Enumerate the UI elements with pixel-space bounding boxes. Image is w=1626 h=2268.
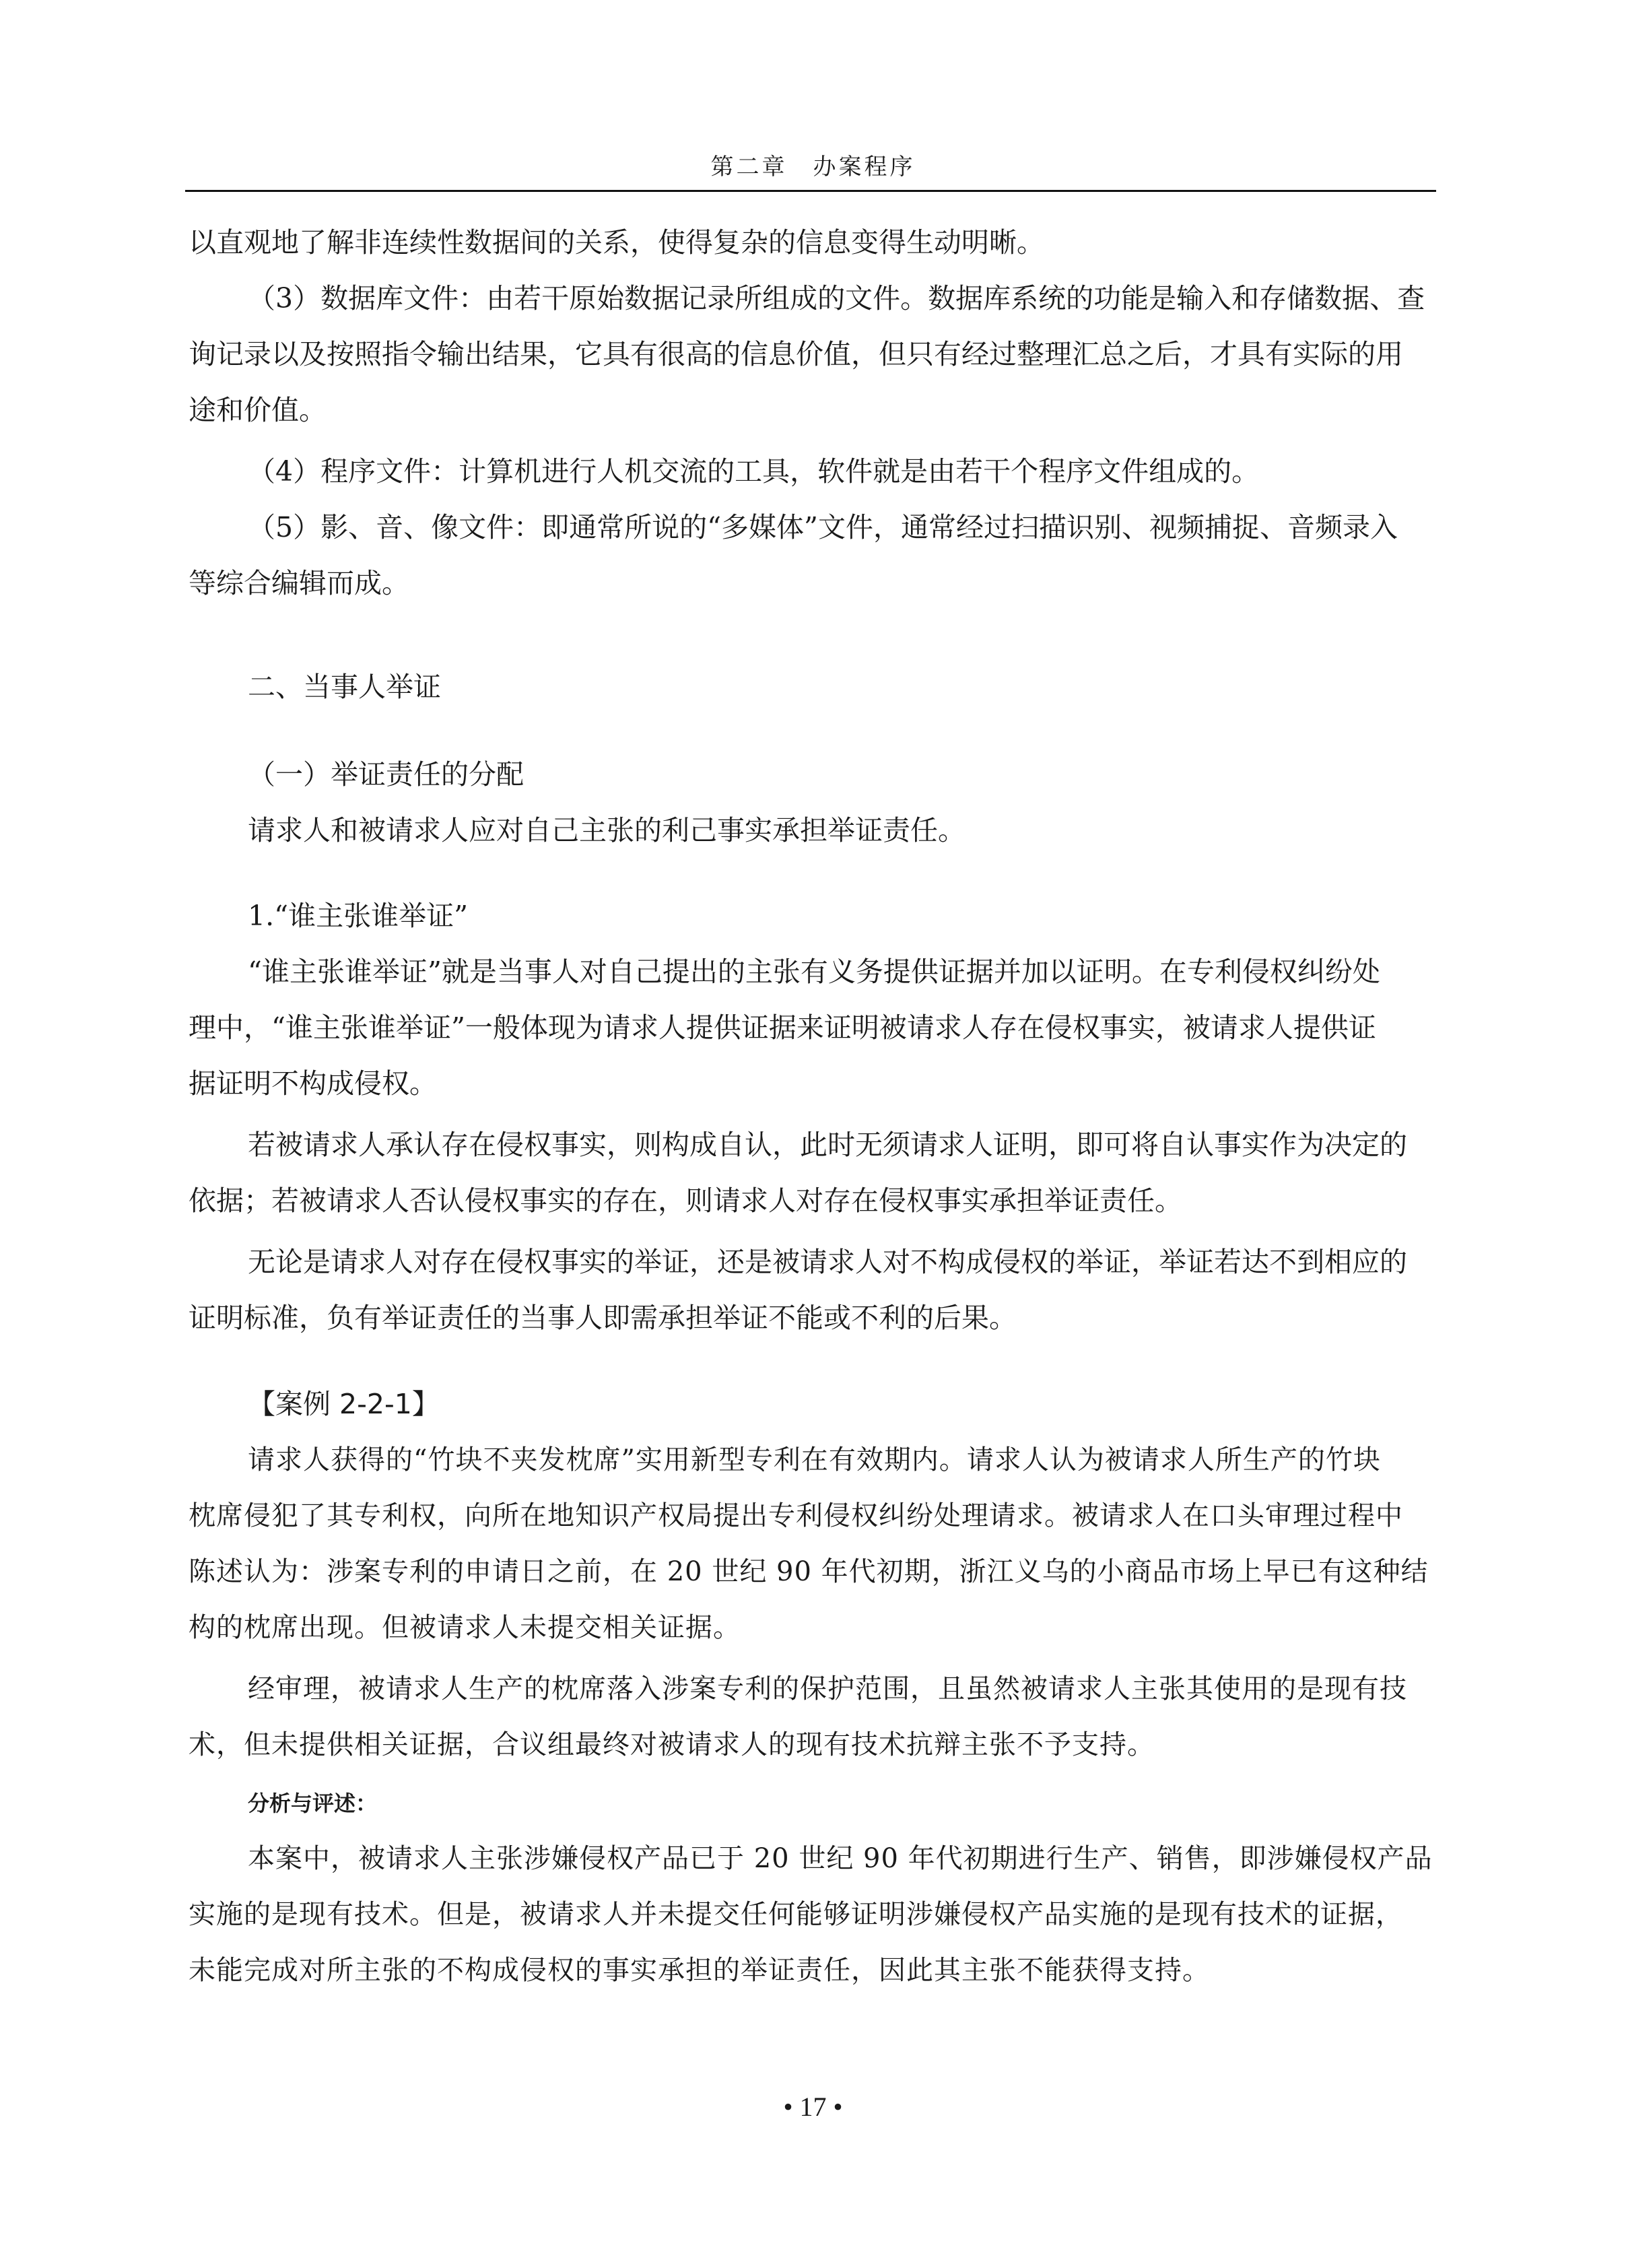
case-line: 请求人获得的“竹块不夹发枕席”实用新型专利在有效期内。请求人认为被请求人所生产的竹块 — [248, 1444, 1381, 1475]
section-heading: 二、当事人举证 — [248, 671, 441, 703]
paragraph-line: 询记录以及按照指令输出结果，它具有很高的信息价值，但只有经过整理汇总之后，才具有实际的用 — [189, 338, 1403, 370]
analysis-heading: 分析与评述： — [248, 1791, 378, 1816]
paragraph-line: 请求人和被请求人应对自己主张的利己事实承担举证责任。 — [248, 814, 966, 846]
paragraph-line: 据证明不构成侵权。 — [189, 1067, 437, 1100]
paragraph-line: 理中，“谁主张谁举证”一般体现为请求人提供证据来证明被请求人存在侵权事实，被请求人提供证 — [189, 1011, 1376, 1044]
item-heading: 1.“谁主张谁举证” — [248, 900, 469, 932]
paragraph-line: 等综合编辑而成。 — [189, 567, 409, 599]
case-line: 构的枕席出现。但被请求人未提交相关证据。 — [189, 1612, 741, 1643]
paragraph-line: 途和价值。 — [189, 394, 327, 426]
case-line: 陈述认为：涉案专利的申请日之前，在 20 世纪 90 年代初期，浙江义乌的小商品市场上早已有这种结 — [189, 1556, 1429, 1587]
case-heading: 【案例 2-2-1】 — [248, 1388, 440, 1420]
running-header: 第二章 办案程序 — [710, 154, 916, 180]
paragraph-line: 以直观地了解非连续性数据间的关系，使得复杂的信息变得生动明晰。 — [189, 226, 1044, 259]
paragraph-line: （4）程序文件：计算机进行人机交流的工具，软件就是由若干个程序文件组成的。 — [248, 455, 1260, 488]
paragraph-line: 若被请求人承认存在侵权事实，则构成自认，此时无须请求人证明，即可将自认事实作为决定的 — [248, 1129, 1407, 1161]
paragraph-line: 证明标准，负有举证责任的当事人即需承担举证不能或不利的后果。 — [189, 1302, 1017, 1334]
case-line: 实施的是现有技术。但是，被请求人并未提交任何能够证明涉嫌侵权产品实施的是现有技术的证据， — [189, 1899, 1403, 1930]
paragraph-line: 依据；若被请求人否认侵权事实的存在，则请求人对存在侵权事实承担举证责任。 — [189, 1185, 1182, 1217]
case-line: 本案中，被请求人主张涉嫌侵权产品已于 20 世纪 90 年代初期进行生产、销售，即涉嫌侵权产品 — [248, 1843, 1433, 1874]
case-line: 枕席侵犯了其专利权，向所在地知识产权局提出专利侵权纠纷处理请求。被请求人在口头审理过程中 — [189, 1500, 1403, 1531]
paragraph-line: （5）影、音、像文件：即通常所说的“多媒体”文件，通常经过扫描识别、视频捕捉、音频录入 — [248, 511, 1398, 543]
case-line: 经审理，被请求人生产的枕席落入涉案专利的保护范围，且虽然被请求人主张其使用的是现有技 — [248, 1673, 1407, 1704]
paragraph-line: （3）数据库文件：由若干原始数据记录所组成的文件。数据库系统的功能是输入和存储数据、查 — [248, 282, 1425, 314]
header-divider — [185, 190, 1436, 192]
page-number: • 17 • — [783, 2092, 843, 2122]
paragraph-line: “谁主张谁举证”就是当事人对自己提出的主张有义务提供证据并加以证明。在专利侵权纠纷处 — [248, 956, 1380, 988]
paragraph-line: 无论是请求人对存在侵权事实的举证，还是被请求人对不构成侵权的举证，举证若达不到相应的 — [248, 1246, 1407, 1278]
case-line: 术，但未提供相关证据，合议组最终对被请求人的现有技术抗辩主张不予支持。 — [189, 1729, 1155, 1760]
subsection-heading: （一）举证责任的分配 — [248, 758, 524, 791]
case-line: 未能完成对所主张的不构成侵权的事实承担的举证责任，因此其主张不能获得支持。 — [189, 1955, 1210, 1986]
